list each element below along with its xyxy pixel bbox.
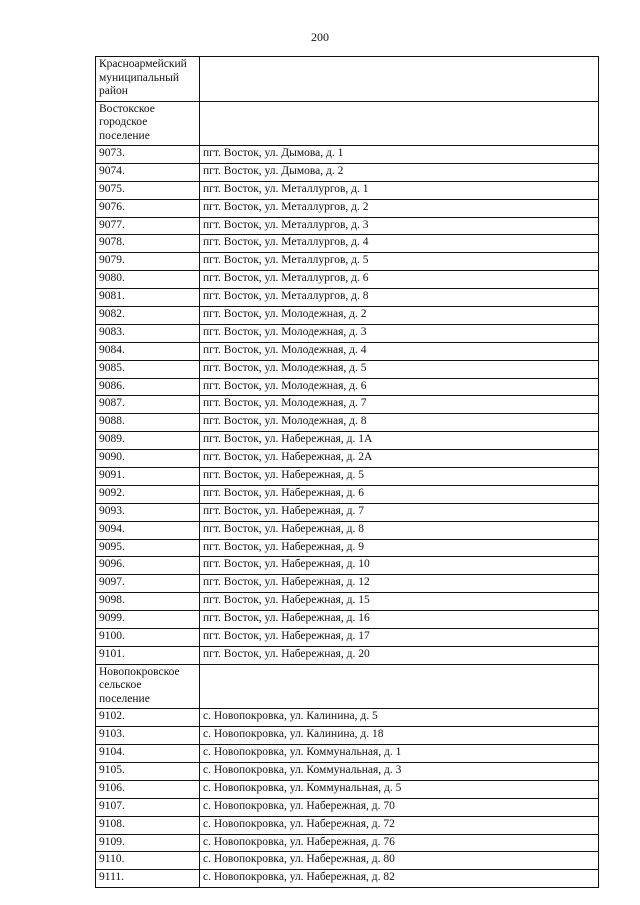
table-row [96, 289, 599, 307]
address-cell: пгт. Восток, ул. Набережная, д. 9 [200, 539, 599, 557]
page-number: 200 [311, 30, 329, 44]
table-row [96, 146, 599, 164]
record-number: 9094. [96, 521, 200, 539]
record-number: 9102. [96, 709, 200, 727]
address-cell: пгт. Восток, ул. Металлургов, д. 5 [200, 253, 599, 271]
table-row [96, 709, 599, 727]
record-number: 9103. [96, 727, 200, 745]
table-row [96, 485, 599, 503]
address-cell: пгт. Восток, ул. Набережная, д. 20 [200, 646, 599, 664]
address-table-body [96, 57, 599, 888]
address-cell: с. Новопокровка, ул. Коммунальная, д. 1 [200, 745, 599, 763]
address-cell: пгт. Восток, ул. Металлургов, д. 8 [200, 289, 599, 307]
address-cell: с. Новопокровка, ул. Набережная, д. 72 [200, 816, 599, 834]
record-number: 9111. [96, 870, 200, 888]
address-cell: пгт. Восток, ул. Набережная, д. 12 [200, 575, 599, 593]
record-number: 9100. [96, 629, 200, 647]
table-row [96, 217, 599, 235]
table-row [96, 253, 599, 271]
address-cell: пгт. Восток, ул. Молодежная, д. 6 [200, 378, 599, 396]
address-cell: с. Новопокровка, ул. Набережная, д. 76 [200, 834, 599, 852]
record-number: 9082. [96, 307, 200, 325]
table-row [96, 468, 599, 486]
address-cell: с. Новопокровка, ул. Набережная, д. 70 [200, 798, 599, 816]
address-cell: пгт. Восток, ул. Дымова, д. 1 [200, 146, 599, 164]
table-row [96, 181, 599, 199]
address-cell: с. Новопокровка, ул. Набережная, д. 80 [200, 852, 599, 870]
record-number: 9098. [96, 593, 200, 611]
address-cell: пгт. Восток, ул. Металлургов, д. 6 [200, 271, 599, 289]
table-row [96, 199, 599, 217]
table-row [96, 629, 599, 647]
record-number: 9091. [96, 468, 200, 486]
address-cell: пгт. Восток, ул. Молодежная, д. 3 [200, 324, 599, 342]
group-name-line: район [99, 85, 128, 97]
record-number: 9108. [96, 816, 200, 834]
address-cell: пгт. Восток, ул. Набережная, д. 2А [200, 450, 599, 468]
record-number: 9073. [96, 146, 200, 164]
address-cell: пгт. Восток, ул. Металлургов, д. 1 [200, 181, 599, 199]
address-cell: пгт. Восток, ул. Набережная, д. 7 [200, 503, 599, 521]
record-number: 9077. [96, 217, 200, 235]
address-cell: с. Новопокровка, ул. Калинина, д. 5 [200, 709, 599, 727]
group-row-novopokrovka [96, 664, 599, 709]
table-row [96, 396, 599, 414]
record-number: 9104. [96, 745, 200, 763]
table-row [96, 834, 599, 852]
record-number: 9109. [96, 834, 200, 852]
address-cell: пгт. Восток, ул. Набережная, д. 6 [200, 485, 599, 503]
record-number: 9095. [96, 539, 200, 557]
record-number: 9090. [96, 450, 200, 468]
group-row-district [96, 57, 599, 102]
group-name-line: городское [99, 116, 148, 128]
record-number: 9107. [96, 798, 200, 816]
group-name-line: Красноармейский [99, 58, 187, 70]
table-row [96, 798, 599, 816]
record-number: 9110. [96, 852, 200, 870]
address-cell: пгт. Восток, ул. Металлургов, д. 3 [200, 217, 599, 235]
record-number: 9089. [96, 432, 200, 450]
address-cell: пгт. Восток, ул. Набережная, д. 10 [200, 557, 599, 575]
table-row [96, 235, 599, 253]
address-cell: пгт. Восток, ул. Металлургов, д. 2 [200, 199, 599, 217]
group-name-line: Новопокровское [99, 665, 180, 678]
settlement-name [96, 664, 200, 709]
record-number: 9074. [96, 163, 200, 181]
table-row [96, 611, 599, 629]
record-number: 9088. [96, 414, 200, 432]
record-number: 9081. [96, 289, 200, 307]
record-number: 9086. [96, 378, 200, 396]
address-cell: пгт. Восток, ул. Молодежная, д. 7 [200, 396, 599, 414]
record-number: 9084. [96, 342, 200, 360]
address-cell: пгт. Восток, ул. Набережная, д. 1А [200, 432, 599, 450]
table-row [96, 780, 599, 798]
table-row [96, 432, 599, 450]
group-row-vostok [96, 101, 599, 146]
record-number: 9092. [96, 485, 200, 503]
address-cell: пгт. Восток, ул. Молодежная, д. 5 [200, 360, 599, 378]
table-row [96, 342, 599, 360]
address-cell: пгт. Восток, ул. Набережная, д. 17 [200, 629, 599, 647]
record-number: 9075. [96, 181, 200, 199]
address-cell: пгт. Восток, ул. Молодежная, д. 8 [200, 414, 599, 432]
table-row [96, 557, 599, 575]
table-row [96, 539, 599, 557]
address-cell: пгт. Восток, ул. Дымова, д. 2 [200, 163, 599, 181]
address-cell: с. Новопокровка, ул. Набережная, д. 82 [200, 870, 599, 888]
address-cell: пгт. Восток, ул. Набережная, д. 15 [200, 593, 599, 611]
record-number: 9087. [96, 396, 200, 414]
table-row [96, 727, 599, 745]
address-cell: с. Новопокровка, ул. Калинина, д. 18 [200, 727, 599, 745]
record-number: 9085. [96, 360, 200, 378]
table-row [96, 745, 599, 763]
address-cell: пгт. Восток, ул. Набережная, д. 16 [200, 611, 599, 629]
record-number: 9093. [96, 503, 200, 521]
address-cell: с. Новопокровка, ул. Коммунальная, д. 5 [200, 780, 599, 798]
group-name-line: поселение [99, 129, 150, 142]
table-row [96, 852, 599, 870]
table-row [96, 163, 599, 181]
empty-cell [200, 664, 599, 709]
group-name-line: муниципальный [99, 71, 180, 84]
table-row [96, 450, 599, 468]
group-name-line: поселение [99, 692, 150, 705]
address-cell: пгт. Восток, ул. Металлургов, д. 4 [200, 235, 599, 253]
record-number: 9096. [96, 557, 200, 575]
table-row [96, 646, 599, 664]
record-number: 9101. [96, 646, 200, 664]
table-row [96, 360, 599, 378]
table-row [96, 763, 599, 781]
address-cell: пгт. Восток, ул. Набережная, д. 5 [200, 468, 599, 486]
address-cell: с. Новопокровка, ул. Коммунальная, д. 3 [200, 763, 599, 781]
table-row [96, 816, 599, 834]
district-name [96, 57, 200, 102]
table-row [96, 307, 599, 325]
address-cell: пгт. Восток, ул. Молодежная, д. 4 [200, 342, 599, 360]
empty-cell [200, 101, 599, 146]
table-row [96, 271, 599, 289]
record-number: 9076. [96, 199, 200, 217]
table-row [96, 324, 599, 342]
table-row [96, 575, 599, 593]
group-name-line: сельское [99, 679, 142, 692]
record-number: 9105. [96, 763, 200, 781]
table-row [96, 521, 599, 539]
group-name-line: Востокское [99, 102, 155, 115]
table-row [96, 503, 599, 521]
table-row [96, 593, 599, 611]
table-row [96, 414, 599, 432]
record-number: 9099. [96, 611, 200, 629]
table-row [96, 870, 599, 888]
table-row [96, 378, 599, 396]
record-number: 9078. [96, 235, 200, 253]
address-cell: пгт. Восток, ул. Молодежная, д. 2 [200, 307, 599, 325]
address-cell: пгт. Восток, ул. Набережная, д. 8 [200, 521, 599, 539]
record-number: 9080. [96, 271, 200, 289]
record-number: 9097. [96, 575, 200, 593]
address-table [95, 56, 599, 888]
record-number: 9106. [96, 780, 200, 798]
settlement-name [96, 101, 200, 146]
record-number: 9083. [96, 324, 200, 342]
empty-cell [200, 57, 599, 102]
record-number: 9079. [96, 253, 200, 271]
